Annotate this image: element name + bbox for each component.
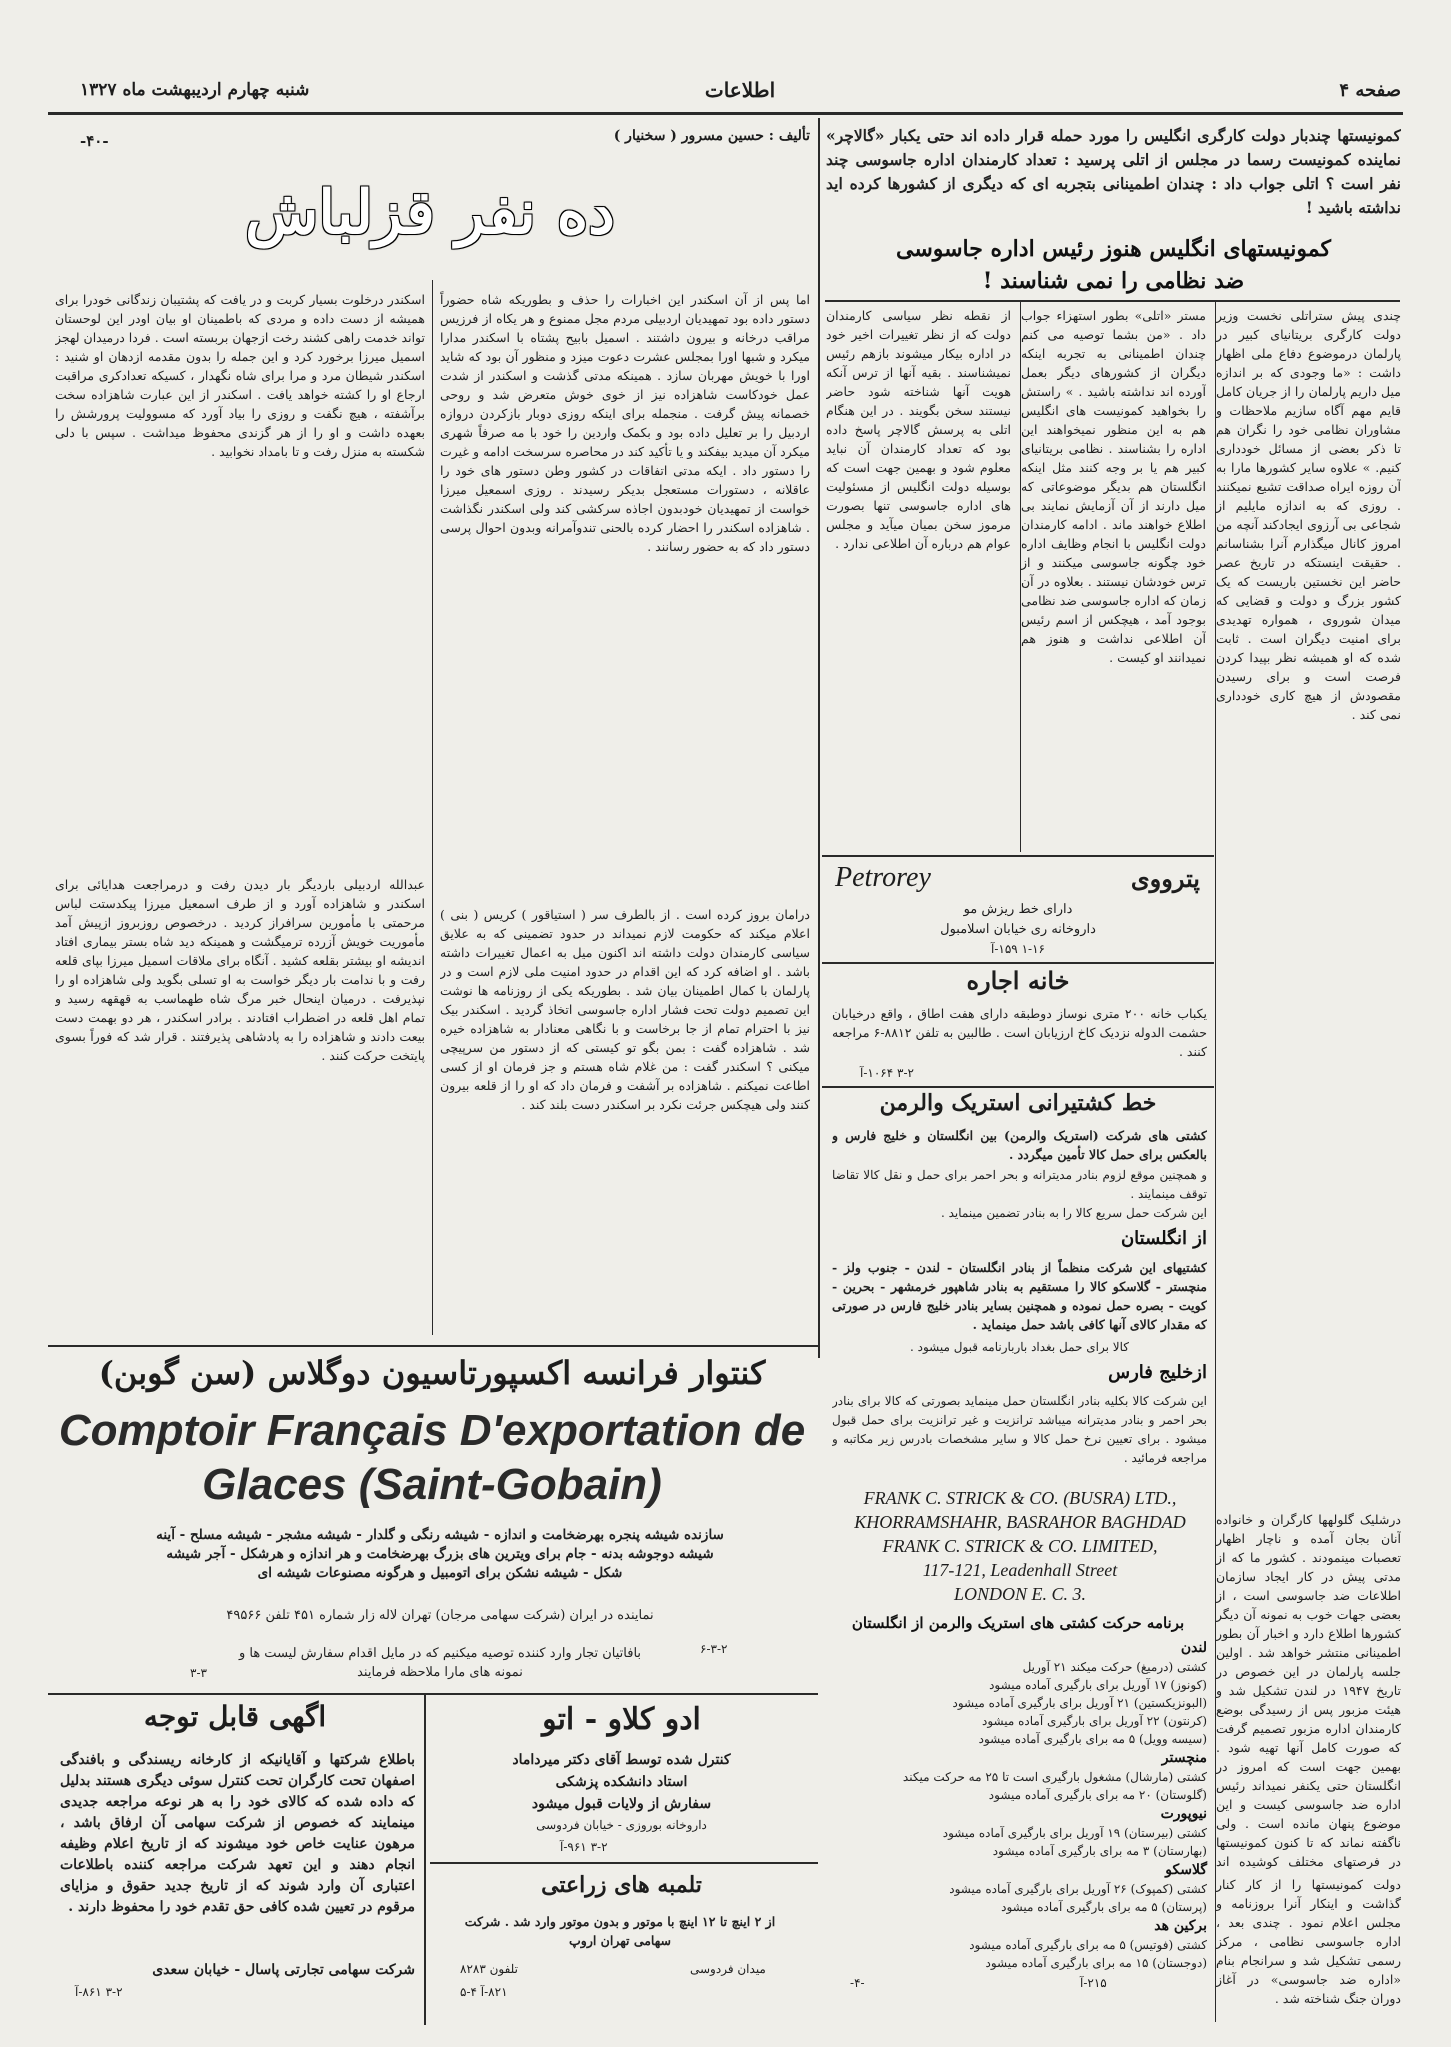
saint-gobain-note: بافاتیان تجار وارد کننده توصیه میکنیم که در مایل اقدام سفارش لیست ها و نمونه های مارا ملاحظه فرمایند <box>238 1646 642 1680</box>
shipping-schedule-title: برنامه حرکت کشتی های استریک والرمن از انگلستان <box>851 1614 1185 1632</box>
bottom-ads-divider <box>424 1695 426 2025</box>
petrorey-line-1: دارای خط ریزش مو <box>963 902 1073 917</box>
right-subcolumn-b: مستر «اتلی» بطور استهزاء جواب داد . «من بشما توصیه می کنم چندان اطمینانی به تجربه اینکه دیگران از کشورهای دیگر بعمل آورده اند نداشته باشید . » راستش را بخواهید کمونیست های انگلیس هم به این منظور نمیخواهند این اداره را بشناسند . نظامی بریتانیای کبیر هم یا بر وجه کنند مثل اینکه انگلستان هم بدیگر موضوعاتی که میل دارند از آن آزمایش نمایند بی اطلاع خواهند ماند . ادامه کارمندان دولت انگلیس با انجام وظایف اداره خود چگونه جاسوسی میکنند و از ترس خودشان نیستند . بعلاوه در آن زمان که اداره جاسوسی ضد نظامی بوجود آمد ، هیچکس از اسم رئیس آن اطلاعی نداشت و هنوز هم نمیدانند او کیست . <box>1021 308 1206 665</box>
agri-phone: تلفون ۸۲۸۳ <box>460 1962 518 1976</box>
notice-title: اگهی قابل توجه <box>143 1700 327 1733</box>
shipping-london-row: (سیسه وویل) ۵ مه برای بارگیری آماده میشود <box>978 1732 1207 1746</box>
notice-address: شرکت سهامی تجارتی پاسال - خیابان سعدی <box>152 1962 415 1978</box>
eau-line-4: داروخانه بوروزی - خیابان فردوسی <box>536 1818 707 1832</box>
shipping-london-row: (البونزیکستین) ۲۱ آوریل برای بارگیری آماده میشود <box>952 1696 1207 1710</box>
saint-gobain-products: سازنده شیشه پنجره بهرضخامت و اندازه - شیشه رنگی و گلدار - شیشه مشجر - شیشه مسلح - آینه شیشه دوجوشه بدنه - جام برای ویترین های بزرگ بهرضخامت و هر اندازه و هرشکل - آجر شیشه شکل - شیشه نشکن برای اتومبیل و هرگونه مصنوعات شیشه ای <box>156 1527 724 1581</box>
story-author: تألیف : حسین مسرور ( سخنیار ) <box>613 128 810 144</box>
notice-code: ۳-۲ ۸۶۱-آ <box>75 1985 123 1999</box>
story-bottom-rule <box>48 1345 818 1347</box>
story-serial-number: -۴۰- <box>80 132 109 150</box>
masthead-date: شنبه چهارم اردیبهشت ماه ۱۳۲۷ <box>80 80 310 100</box>
shipping-body-1b: کالا برای حمل بغداد باربارنامه قبول میشود . <box>910 1340 1129 1354</box>
eau-agri-rule <box>430 1862 818 1864</box>
shipping-city-birkenhead: برکین هد <box>1154 1918 1207 1934</box>
shipping-city-manchester: منچستر <box>1161 1750 1207 1766</box>
eau-line-1: کنترل شده توسط آقای دکتر میرداماد <box>512 1752 731 1768</box>
story-title: ده نفر قزلباش <box>245 178 615 248</box>
saint-gobain-ad <box>50 1350 814 1690</box>
right-closing: دولت کمونیستها را از کار کنار گذاشت و اینکار آنرا بروزنامه و مجلس اعلام نمود . چندی بعد ، اداره جاسوسی نظامی ، مرکز رسمی تشکیل شد و سرانجام بنام «اداره ضد جاسوسی» در آغاز دوران جنگ شناخته شد . <box>1216 1877 1401 2006</box>
house-rent-body: یکباب خانه ۲۰۰ متری نوساز دوطبقه دارای هفت اطاق ، واقع درخیابان حشمت الدوله نزدیک کاخ ارزیابان است . طالبین به تلفن ۸۸۱۲-۶ مراجعه کنند . <box>832 1006 1207 1059</box>
eau-line-3: سفارش از ولایات قبول میشود <box>531 1796 712 1812</box>
petrorey-line-3: ۱-۱۶ ۱۵۹-آ <box>991 942 1045 956</box>
right-col-divider-2 <box>1020 302 1021 852</box>
petrorey-top-rule <box>822 855 1214 857</box>
story-column-3: اسکندر درخلوت بسیار کربت و در یافت که پشتیبان زندگانی خودرا برای همیشه از دست داده و مردی که باطمینان او بیان اودر این لوحستان تواند خدمت راهی کشند رخت ازجهان بربسته است . فردا درمیدان لهجز اسمیل میرزا برخورد کرد و این جمله را بدون مقدمه ازدهان او شنید : اسکندر شیطان مرد و مرا برای شاه نگهدار ، کسیکه تعدادکری مراقبت ارجاع او را کشته خواهد یافت . اسکندر از این عبارت شاهزاده سخت برآشفته ، هیچ نگفت و روزی را بیاد آورد که مسوولیت پرورشش را بعهده داشت و او را از هر گزندی محفوظ میداشت . سپس با دلی شکسته به منزل رفت و تا بامداد نخوابید . <box>55 292 425 459</box>
shipping-sub-from-gulf: ازخلیج فارس <box>1108 1362 1207 1383</box>
shipping-english-2: KHORRAMSHAHR, BASRAHOR BAGHDAD <box>854 1512 1186 1532</box>
agri-address: میدان فردوسی <box>690 1962 766 1976</box>
saint-gobain-latin-line-2: Glaces (Saint-Gobain) <box>202 1460 662 1509</box>
shipping-glasgow-row: کشتی (کمپوک) ۲۶ آوریل برای بارگیری آماده میشود <box>949 1882 1207 1896</box>
shipping-newport-row: (بهارستان) ۳ مه برای بارگیری آماده میشود <box>992 1844 1207 1858</box>
shipping-english-3: FRANK C. STRICK & CO. LIMITED, <box>882 1536 1158 1556</box>
masthead-page-label: صفحه ۴ <box>1339 80 1401 101</box>
story-col-divider <box>432 280 433 1335</box>
right-headline-1: کمونیستهای انگلیس هنوز رئیس اداره جاسوسی <box>895 236 1331 262</box>
shipping-london-row: (کونوز) ۱۷ آوریل برای بارگیری آماده میشود <box>989 1678 1207 1692</box>
right-headline-rule <box>825 300 1400 302</box>
shipping-city-newport: نیوپورت <box>1160 1806 1207 1822</box>
shipping-newport-row: کشتی (بیرستان) ۱۹ آوریل برای بارگیری آماده میشود <box>942 1826 1207 1840</box>
shipping-london-row: کشتی (درمیغ) حرکت میکند ۲۱ آوریل <box>1022 1660 1207 1674</box>
petrorey-bottom-rule <box>822 962 1214 964</box>
shipping-english-4: 117-121, Leadenhall Street <box>922 1560 1118 1580</box>
shipping-line-b: این شرکت حمل سریع کالا را به بنادر تضمین مینماید . <box>941 1206 1207 1220</box>
right-subcolumn-c: از نقطه نظر سیاسی کارمندان دولت که از نظر تغییرات اخیر خود در اداره بیکار میشوند بازهم رئیس نمیشناسند . بقیه آنها از ترس آنکه هویت آنها شناخته شود حاضر نیستند سخن بگویند . در این هنگام اتلی به پرسش گالاچر پاسخ داده بود که تعداد کارمندان آن نباید معلوم شود و بهمین جهت است که بوسیله دولت انگلیس از مسئولیت های اداره جاسوسی تنها بصورت مرموز سخن بمیان میآید و مجلس عوام هم درباره آن اطلاعی ندارد . <box>826 308 1011 551</box>
house-rent-code: ۳-۲ ۱۰۶۴-آ <box>860 1066 914 1080</box>
shipping-english-1: FRANK C. STRICK & CO. (BUSRA) LTD., <box>863 1488 1177 1508</box>
eau-title: ادو کلاو - اتو <box>542 1702 701 1737</box>
masthead-paper-name: اطلاعات <box>704 78 776 102</box>
shipping-body-2: این شرکت کالا بکلیه بنادر انگلستان حمل مینماید بصورتی که کالا برای بنادر بحر احمر و بنادر مدیترانه میباشد ترانزیت و غیر ترانزیت برای حمل قبول میشود . برای تعیین نرخ حمل کالا و سایر مشخصات بادرس زیر مکاتبه و مراجعه فرمائید . <box>832 1394 1207 1465</box>
notice-body: باطلاع شرکتها و آقایانیکه از کارخانه ریسندگی و بافندگی اصفهان تحت کارگران تحت کنترل سوئی دیگری هستند بدلیل که داده شده که کالای خود را به هر نوعه مراجعه جدیدی مینمایند که خصوص از شرکت سهامی آن ارفاق باشد ، مرهون عنایت خاص خود میشوند که از تاریخ اعلام وظیفه انجام دهند و این تعهد شرکت مراجعه کننده باطلاعات اعتباری آن وارد شوند که از تاریخ جدید حقوق و مزایای مرقوم در تعیین شده کافی حق تقدم خود را محفوظ دارند . <box>60 1752 415 1915</box>
agri-body: از ۲ اینچ تا ۱۲ اینچ با موتور و بدون موتور وارد شد . شرکت سهامی تهران اروپ <box>464 1914 776 1948</box>
shipping-birkenhead-row: (دوجستان) ۱۵ مه برای بارگیری آماده میشود <box>985 1956 1207 1970</box>
shipping-birkenhead-row: کشتی (فوتیس) ۵ مه برای بارگیری آماده میشود <box>969 1938 1207 1952</box>
story-column-2: درامان بروز کرده است . از بالطرف سر ( استیاقور ) کریس ( بنی ) اعلام میکند که حکومت لازم نمیداند در حدود تضمینی که به علایق سیاسی کارمندان دولت داشته اند اکنون میل به اعمال تغییرات داشته باشد . او اضافه کرد که این اقدام در حدود امنیت ملی لازم است و در پارلمان با کمال اطمینان بیان شد . بطوریکه یکی از روزنامه ها نوشت این تصمیم دولت تحت فشار اداره جاسوسی اتخاذ گردید . اسکندر بیک نیز با احترام تمام از جا برخاست و با نگاهی معنادار به شاهزاده خیره شد . شاهزاده گفت : بمن بگو تو کیستی که از دستور من سرپیچی میکنی ؟ اسکندر گفت : من غلام شاه هستم و جز فرمان او از کسی اطاعت نمیکنم . شاهزاده بر آشفت و فرمان داد که او را از قلعه بیرون کنند ولی هیچکس جرئت نکرد بر اسکندر دست بلند کند . <box>440 907 810 1112</box>
story-column-4: عبدالله اردبیلی باردیگر بار دیدن رفت و درمراجعت هدایائی برای اسکندر و شاهزاده آورد و از طرف اسمعیل میرزا پیکدستت لباس مرحمتی با مأمورین سرافراز کردید . درخصوص روزبروز ازپیش آمد مأموریت خویش آزرده ترمیگشت و همینکه دید شاه بستر بیماری افتاد اندیشه او بیشتر بقلعه کشید . آنگاه برای ملاقات اسمیل میرزا بپای قلعه رفت و با ندامت بار دیگر خواست به او تسلی بگوید ولی شاهزاده او را نپذیرفت . درمیان اینحال خبر مرگ شاه طهماسب به قهقهه رسید و تمام اهل قلعه در اضطراب افتادند . برادر اسکندر ، هر دو بهمت دست بیعت دادند و شاهزاده را به پادشاهی پذیرفتند . قرار شد که فوراً بسوی پایتخت حرکت کنند . <box>55 877 425 1063</box>
shipping-title: خط کشتیرانی استریک والرمن <box>879 1090 1157 1116</box>
shipping-manchester-row: (گلوستان) ۲۰ مه برای بارگیری آماده میشود <box>988 1788 1207 1802</box>
shipping-city-glasgow: گلاسکو <box>1165 1862 1207 1878</box>
masthead-rule <box>48 112 1403 115</box>
petrorey-line-2: داروخانه ری خیابان اسلامبول <box>940 922 1096 937</box>
saint-gobain-latin-line-1: Comptoir Français D'exportation de <box>58 1406 806 1455</box>
saint-gobain-code-a: ۶-۳-۲ <box>700 1642 728 1656</box>
shipping-manchester-row: کشتی (مارشال) مشغول بارگیری است تا ۲۵ مه حرکت میکند <box>902 1770 1207 1784</box>
saint-gobain-agent: نماینده در ایران (شرکت سهامی مرجان) تهران لاله زار شماره ۴۵۱ تلفن ۴۹۵۶۶ <box>226 1608 654 1623</box>
shipping-english-5: LONDON E. C. 3. <box>953 1584 1087 1604</box>
shipping-line-a: و همچنین موقع لزوم بنادر مدیترانه و بحر احمر برای حمل و نقل کالا تقاضا توقف مینمایند . <box>832 1168 1207 1201</box>
shipping-body-1: کشتیهای این شرکت منظماً از بنادر انگلستان - لندن - جنوب ولز - منچستر - گلاسکو کالا را مستقیم به بنادر شاهپور خرمشهر - بحرین - کویت - بصره حمل نموده و همچنین بسایر بنادر خلیج فارس در صورتی که مقدار کالای آنها کافی باشد حمل مینماید . <box>832 1260 1207 1332</box>
agri-code: ۸۲۱-آ ۴-۵ <box>460 1985 508 1999</box>
shipping-page-tag: -۴- <box>850 1976 865 1990</box>
agri-title: تلمبه های زراعتی <box>541 1872 702 1898</box>
shipping-city-london: لندن <box>1180 1640 1207 1656</box>
house-rent-title: خانه اجاره <box>966 966 1070 995</box>
petrorey-persian: پترووی <box>1130 864 1200 893</box>
main-vertical-divider <box>818 118 820 1358</box>
shipping-glasgow-row: (پرستان) ۵ مه برای بارگیری آماده میشود <box>1001 1900 1207 1914</box>
eau-code: ۳-۲ ۹۶۱-آ <box>560 1840 608 1854</box>
right-continuation: درشلیک گلولهها کارگران و خانواده آنان بجان آمده و ناچار اظهار تعصبات مینمودند . کشور ما که از مدتی پیش در کار ایجاد سازمان اطلاعات ضد جاسوسی است ، از بعضی جهات خوب به نمونه آن دیگر کشورها اطلاع دارد و اخبار آن بطور اطمینانی منتشر خواهد شد . اولین جلسه پارلمان در این خصوص در تاریخ ۱۹۴۷ در لندن تشکیل شد و هیئت مزبور پس از رسیدگی بوضع کارمندان اداره مزبور تصمیم گرفت که صورت کامل آنها تهیه شود . بهمین جهت است که امروز در انگلستان حتی یکنفر نمیداند رئیس اداره ضد جاسوسی کیست و این موضوع پنهان مانده است . ولی ناگفته نماند که تا کنون کمونیستها در فرصتهای مختلف کوشیده اند <box>1216 1512 1401 1869</box>
story-column-1: اما پس از آن اسکندر این اخبارات را حذف و بطوریکه شاه حضوراً دستور داده بود تمهیدیان اردبیلی مردم مجل ممنوع و هر یکاه از فرزیس مراقب درخانه و بیرون داشتند . اسمیل بابیح پشتاه با اسکندر مدارا میکرد و شبها اورا بمجلس عشرت دعوت میزد و منظور آن بود که شاید اورا با خویش مهربان سازد . همینکه مدتی گذشت و اسکندر از شدت عمل خودکاست شاهزاده نیز از خوی خوش متعرض شد و روحی خصمانه پیش گرفت . منجمله برای اینکه روزی دوبار بازکردن دروازه اردبیل را بر تعلیل داده بود و بکمک واردین را خود با مه صرفاً شهری میکرد آن میدید بیفکند و یا تأکید کند در محاصره سرسخت ادامه و غیرت را دستور داد . ایکه مدتی اتفاقات در کشور وطن دستور های خود را عاقلانه ، دستورات مستعجل بدیکر رسیدند . روزی اسمعیل میرزا خواست از تمهیدیان خودبدون اجاذه سرکشی کند ولی اسکندر نگذاشت . شاهزاده اسکندر را احضار کرده بالحنی تندوآمرانه وبدون احوال پرسی دستور داد که به حضور رسانند . <box>440 292 810 554</box>
petrorey-latin: Petrorey <box>835 862 931 893</box>
saint-gobain-code-b: ۳-۳ <box>190 1666 207 1680</box>
saint-gobain-persian-title: کنتوار فرانسه اکسپورتاسیون دوگلاس (سن گوبن) <box>98 1354 766 1392</box>
saint-gobain-bottom-rule <box>48 1693 818 1695</box>
eau-line-2: استاد دانشکده پزشکی <box>555 1774 688 1790</box>
right-headline-2: ضد نظامی را نمی شناسند ! <box>982 268 1245 294</box>
right-banner: کمونیستها چندبار دولت کارگری انگلیس را مورد حمله قرار داده اند حتی یکبار «گالاچر» نماینده کمونیست رسما در مجلس از اتلی پرسید : تعداد کارمندان اداره جاسوسی چند نفر است ؟ اتلی جواب داد : چندان اطمینانی بتجربه ای که دیگری از کشورها کرده اید نداشته باشید ! <box>826 126 1401 217</box>
right-subcolumn-a: چندی پیش ستراتلی نخست وزیر دولت کارگری بریتانیای کبیر در پارلمان درموضوع دفاع ملی اظهار داشت : «ما وجودی که بر اندازه میل داریم پارلمان را از جریان کامل قایم مهم آگاه سازیم ملاحظات و مشاوران نظامی خود را نگران هم تا ذکر بعضی از مسائل خودداری کنیم. » علاوه سایر کشورها مارا به آن روزه ایراه صداقت تشیع نمیکنند . روزی که به اندازه مایلیم از شجاعی بی آرزوی ایجادکند آنچه من امروز کانال میگذارم آنرا بشناسانم . حقیقت اینستکه در تاریخ عصر حاضر این نخستین باریست که یک کشور بزرگ و دولت و قضایی که میدان شوروی ، همواره تهدیدی برای امنیت دیگران است . ثابت شده که او همیشه نظر بپیدا کردن فرصت است و برای رسیدن مقصودش از هیچ کاری خودداری نمی کند . <box>1216 308 1401 722</box>
shipping-london-row: (کرنتون) ۲۲ آوریل برای بارگیری آماده میشود <box>982 1714 1207 1728</box>
shipping-sub-from-england: از انگلستان <box>1120 1228 1207 1249</box>
house-rent-bottom-rule <box>822 1086 1214 1088</box>
shipping-subtitle: کشتی های شرکت (استریک والرمن) بین انگلستان و خلیج فارس و بالعکس برای حمل کالا تأمین میگردد . <box>832 1128 1207 1162</box>
shipping-code: ۲۱۵-آ <box>1080 1976 1107 1990</box>
